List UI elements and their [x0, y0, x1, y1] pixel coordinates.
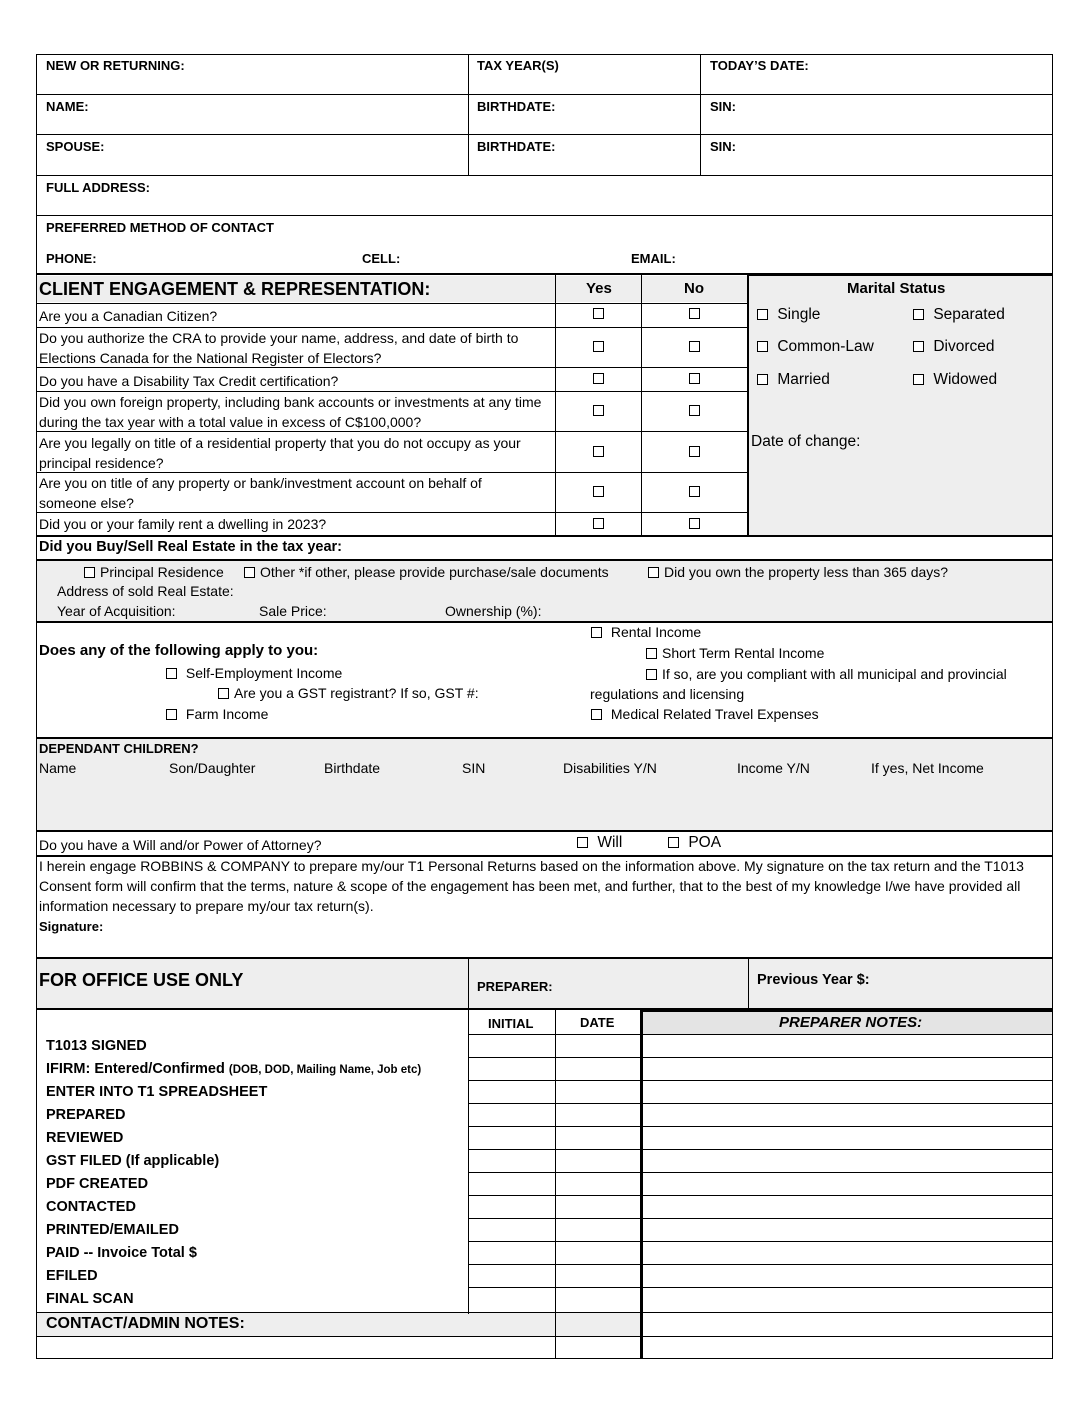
- row-ifirm: IFIRM: Entered/Confirmed (DOB, DOD, Mailing Name, Job etc): [46, 1061, 422, 1077]
- spouse-sin-label: SIN:: [710, 139, 736, 154]
- question-rent-dwelling: Did you or your family rent a dwelling in 2023?: [39, 516, 327, 532]
- rent-no-checkbox[interactable]: [689, 518, 700, 529]
- residential-yes-checkbox[interactable]: [593, 446, 604, 457]
- poa-option[interactable]: POA: [668, 833, 721, 853]
- will-question: Do you have a Will and/or Power of Attorney?: [39, 837, 322, 853]
- dependant-col-sin: SIN: [462, 760, 486, 776]
- foreign-yes-checkbox[interactable]: [593, 405, 604, 416]
- client-info-box: [36, 54, 1053, 274]
- marital-separated[interactable]: Separated: [913, 305, 1005, 325]
- short-term-rental-checkbox[interactable]: [646, 648, 657, 659]
- sin-label: SIN:: [710, 99, 736, 114]
- todays-date-label: TODAY’S DATE:: [710, 58, 809, 73]
- sale-price-label: Sale Price:: [259, 603, 327, 619]
- row-t1013-signed: T1013 SIGNED: [46, 1038, 147, 1054]
- divorced-checkbox[interactable]: [913, 341, 924, 352]
- row-contacted: CONTACTED: [46, 1199, 136, 1215]
- dependant-col-income: Income Y/N: [737, 760, 810, 776]
- tax-years-label: TAX YEAR(S): [477, 58, 559, 73]
- compliant-continued: regulations and licensing: [590, 686, 745, 702]
- other-property-option[interactable]: Other *if other, please provide purchase/sale documents: [244, 562, 609, 582]
- medical-travel-option[interactable]: Medical Related Travel Expenses: [591, 704, 819, 724]
- date-header: DATE: [580, 1015, 615, 1030]
- will-option[interactable]: Will: [577, 833, 622, 853]
- engagement-title: CLIENT ENGAGEMENT & REPRESENTATION:: [39, 279, 431, 299]
- spouse-birthdate-label: BIRTHDATE:: [477, 139, 556, 154]
- elections-yes-checkbox[interactable]: [593, 341, 604, 352]
- marital-widowed[interactable]: Widowed: [913, 370, 997, 390]
- office-use-title: FOR OFFICE USE ONLY: [39, 970, 244, 990]
- residential-no-checkbox[interactable]: [689, 446, 700, 457]
- behalf-no-checkbox[interactable]: [689, 486, 700, 497]
- birthdate-label: BIRTHDATE:: [477, 99, 556, 114]
- consent-text: I herein engage ROBBINS & COMPANY to prepare my/our T1 Personal Returns based on the information above. My signature on the tax return and the T1013 Consent form will confirm that the terms, nature & scope of the engagement has been met, and further, that to the best of my knowledge I/we have provided all information necessary to prepare my/our tax return(s).: [39, 858, 1024, 914]
- contact-admin-notes-label: CONTACT/ADMIN NOTES:: [46, 1315, 245, 1332]
- email-label: EMAIL:: [631, 251, 676, 266]
- behalf-yes-checkbox[interactable]: [593, 486, 604, 497]
- row-gst-filed: GST FILED (If applicable): [46, 1153, 220, 1169]
- question-title-on-behalf: Are you on title of any property or bank/investment account on behalf of someone else?: [39, 475, 482, 511]
- dependant-col-net-income: If yes, Net Income: [871, 760, 984, 776]
- citizen-no-checkbox[interactable]: [689, 308, 700, 319]
- income-sources-title: Does any of the following apply to you:: [39, 642, 319, 659]
- name-label: NAME:: [46, 99, 89, 114]
- will-checkbox[interactable]: [577, 837, 588, 848]
- farm-income-option[interactable]: Farm Income: [166, 704, 268, 724]
- compliant-checkbox[interactable]: [646, 669, 657, 680]
- elections-no-checkbox[interactable]: [689, 341, 700, 352]
- less-365-option[interactable]: Did you own the property less than 365 days?: [648, 562, 948, 582]
- signature-label: Signature:: [39, 919, 104, 934]
- dependant-children-title: DEPENDANT CHILDREN?: [39, 741, 199, 756]
- initial-header: INITIAL: [488, 1016, 534, 1031]
- dependant-col-birthdate: Birthdate: [324, 760, 381, 776]
- marital-single[interactable]: Single: [757, 305, 820, 325]
- no-header: No: [684, 280, 704, 297]
- citizen-yes-checkbox[interactable]: [593, 308, 604, 319]
- separated-checkbox[interactable]: [913, 309, 924, 320]
- row-pdf-created: PDF CREATED: [46, 1176, 149, 1192]
- gst-registrant-checkbox[interactable]: [218, 688, 229, 699]
- medical-travel-checkbox[interactable]: [591, 709, 602, 720]
- widowed-checkbox[interactable]: [913, 374, 924, 385]
- preparer-label: PREPARER:: [477, 979, 553, 994]
- self-employment-checkbox[interactable]: [166, 668, 177, 679]
- self-employment-option[interactable]: Self-Employment Income: [166, 663, 342, 683]
- rental-income-option[interactable]: Rental Income: [591, 622, 701, 642]
- ownership-label: Ownership (%):: [445, 603, 542, 619]
- row-final-scan: FINAL SCAN: [46, 1291, 134, 1307]
- disability-no-checkbox[interactable]: [689, 373, 700, 384]
- preparer-notes-header: PREPARER NOTES:: [779, 1014, 923, 1031]
- question-elections-canada: Do you authorize the CRA to provide your name, address, and date of birth to Elections Canada for the National Register of Electors?: [39, 330, 519, 366]
- principal-residence-checkbox[interactable]: [84, 567, 95, 578]
- question-foreign-property: Did you own foreign property, including bank accounts or investments at any time during the tax year with a total value in excess of C$100,000?: [39, 394, 542, 430]
- year-acquisition-label: Year of Acquisition:: [57, 603, 176, 619]
- preferred-contact-label: PREFERRED METHOD OF CONTACT: [46, 220, 274, 235]
- compliant-option[interactable]: If so, are you compliant with all municipal and provincial: [646, 664, 1007, 684]
- disability-yes-checkbox[interactable]: [593, 373, 604, 384]
- short-term-rental-option[interactable]: Short Term Rental Income: [646, 643, 824, 663]
- foreign-no-checkbox[interactable]: [689, 405, 700, 416]
- spouse-label: SPOUSE:: [46, 139, 105, 154]
- previous-year-label: Previous Year $:: [757, 972, 870, 988]
- rent-yes-checkbox[interactable]: [593, 518, 604, 529]
- marital-common-law[interactable]: Common-Law: [757, 337, 874, 357]
- real-estate-title: Did you Buy/Sell Real Estate in the tax year:: [39, 539, 342, 555]
- marital-married[interactable]: Married: [757, 370, 830, 390]
- question-residential-title: Are you legally on title of a residential property that you do not occupy as your principal residence?: [39, 435, 521, 471]
- question-canadian-citizen: Are you a Canadian Citizen?: [39, 308, 218, 324]
- cell-label: CELL:: [362, 251, 401, 266]
- poa-checkbox[interactable]: [668, 837, 679, 848]
- dependant-col-disabilities: Disabilities Y/N: [563, 760, 657, 776]
- dependant-col-relation: Son/Daughter: [169, 760, 256, 776]
- farm-income-checkbox[interactable]: [166, 709, 177, 720]
- less-365-checkbox[interactable]: [648, 567, 659, 578]
- date-of-change-label: Date of change:: [751, 433, 861, 450]
- new-or-returning-label: NEW OR RETURNING:: [46, 58, 185, 73]
- common-law-checkbox[interactable]: [757, 341, 768, 352]
- question-disability-credit: Do you have a Disability Tax Credit certification?: [39, 373, 339, 389]
- gst-registrant-option[interactable]: Are you a GST registrant? If so, GST #:: [218, 683, 479, 703]
- full-address-label: FULL ADDRESS:: [46, 180, 150, 195]
- row-prepared: PREPARED: [46, 1107, 126, 1123]
- other-property-checkbox[interactable]: [244, 567, 255, 578]
- marital-divorced[interactable]: Divorced: [913, 337, 994, 357]
- row-enter-spreadsheet: ENTER INTO T1 SPREADSHEET: [46, 1084, 268, 1100]
- address-sold-label: Address of sold Real Estate:: [57, 583, 234, 599]
- yes-header: Yes: [586, 280, 612, 297]
- rental-income-checkbox[interactable]: [591, 627, 602, 638]
- row-paid-invoice: PAID -- Invoice Total $: [46, 1245, 197, 1261]
- row-efiled: EFILED: [46, 1268, 98, 1284]
- marital-status-title: Marital Status: [847, 280, 946, 297]
- dependant-col-name: Name: [39, 760, 77, 776]
- married-checkbox[interactable]: [757, 374, 768, 385]
- row-reviewed: REVIEWED: [46, 1130, 124, 1146]
- principal-residence-option[interactable]: Principal Residence: [84, 562, 224, 582]
- single-checkbox[interactable]: [757, 309, 768, 320]
- row-printed-emailed: PRINTED/EMAILED: [46, 1222, 179, 1238]
- phone-label: PHONE:: [46, 251, 97, 266]
